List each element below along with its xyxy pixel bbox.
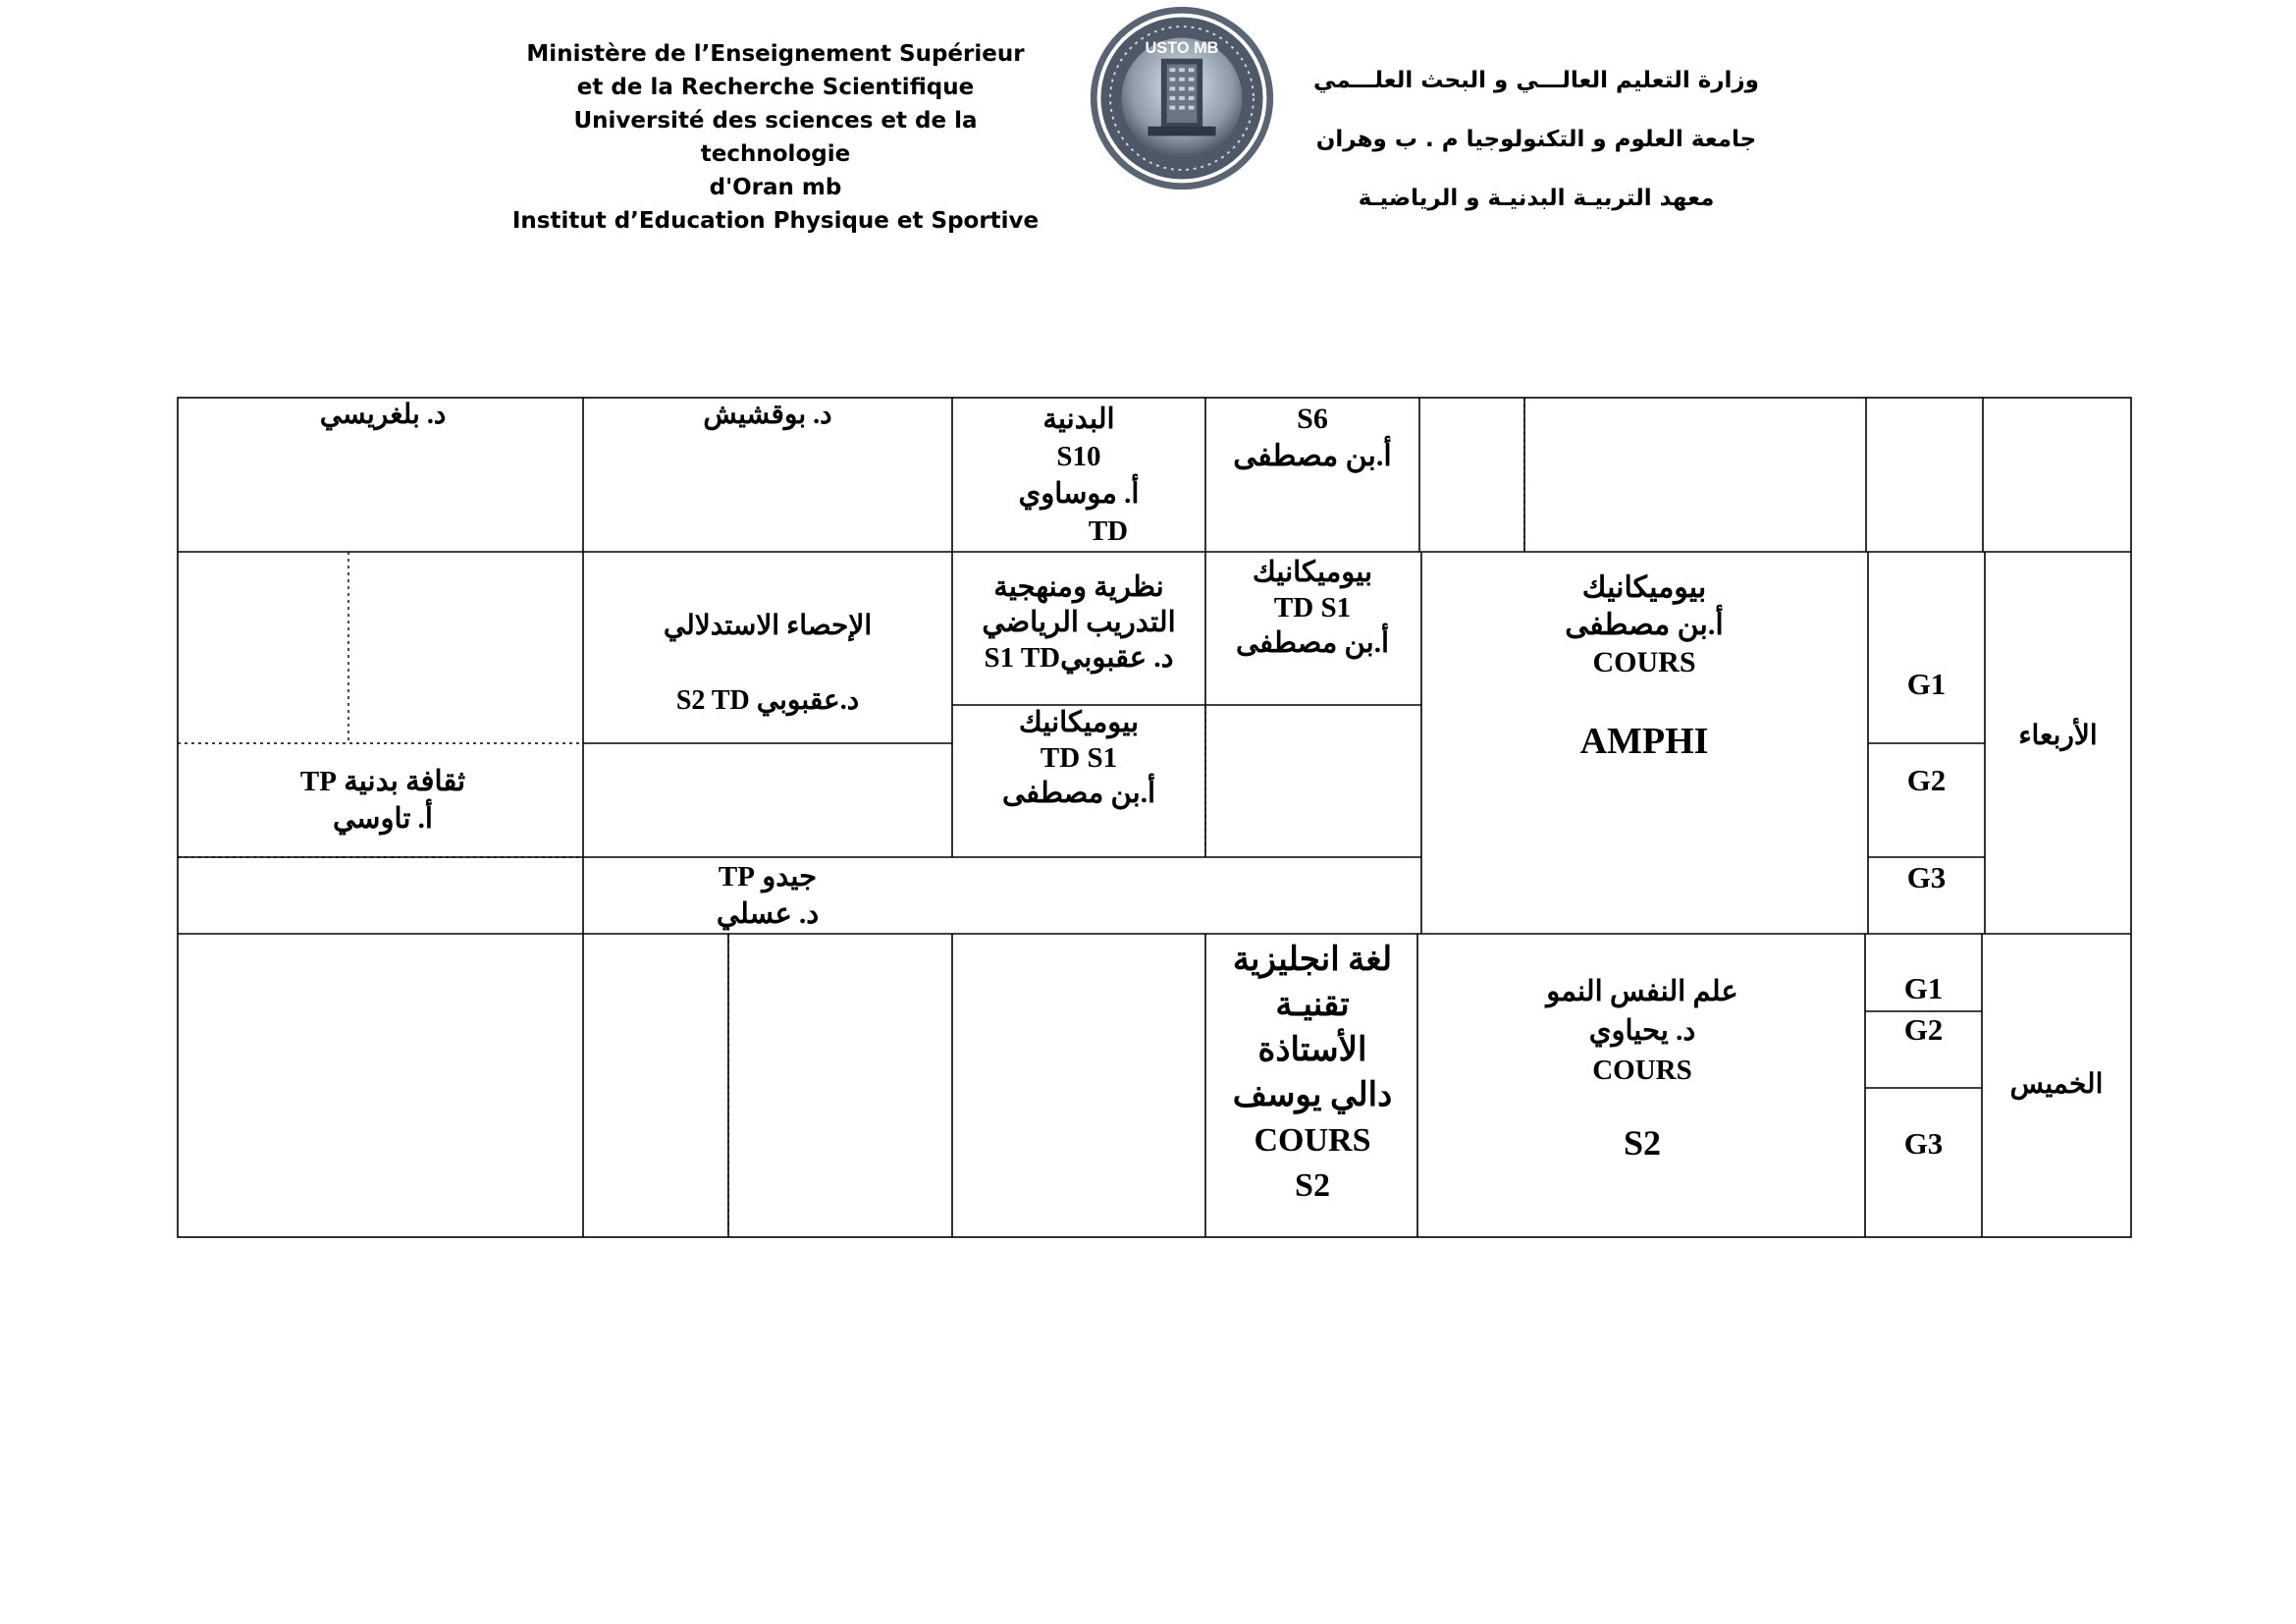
wed-training-theory-teacher: S1 TDد. عقبوبي — [984, 642, 1174, 674]
wed-training-theory-l2: التدريب الرياضي — [982, 607, 1176, 638]
logo-text: USTO MB — [1145, 38, 1219, 57]
wed-biomechanics-cours — [1425, 569, 1863, 681]
wed-inferential-stats — [589, 589, 946, 738]
thu-english-level: S2 — [1295, 1167, 1330, 1204]
top-row-level-s6: S6 — [1297, 403, 1328, 435]
day-thursday: الخميس — [2009, 1069, 2104, 1100]
top-row-teacher-benmostefa: أ.بن مصطفى — [1233, 440, 1392, 472]
wed-judo-tp — [589, 858, 946, 933]
top-row-td: TD — [1088, 515, 1129, 547]
wed-biomech-td-g2-level: TD S1 — [1040, 742, 1118, 774]
wed-biomech-td-g2-teacher: أ.بن مصطفى — [1001, 778, 1156, 809]
university-ar: جامعة العلوم و التكنولوجيا م . ب وهران — [1315, 127, 1757, 152]
institute-ar: معهد التربيـة البدنيـة و الرياضيـة — [1358, 186, 1715, 211]
wed-biomech-cours: COURS — [1592, 646, 1696, 678]
top-row-teacher-moussaoui: أ. موساوي — [1018, 478, 1140, 510]
thu-group-g1: G1 — [1903, 971, 1944, 1005]
university-fr-line2: d'Oran mb — [709, 175, 842, 200]
ministry-fr-line1: Ministère de l’Enseignement Supérieur — [526, 41, 1025, 67]
institute-fr: Institut d’Education Physique et Sportive — [511, 208, 1040, 234]
wed-biomech-td-g2 — [958, 705, 1200, 811]
top-row-physical-label: البدنية — [1042, 404, 1115, 435]
thu-psych-level: S2 — [1623, 1123, 1662, 1163]
wed-biomech-td-g2-label: بيوميكانيك — [1018, 707, 1140, 738]
wed-biomech-td-g1-teacher: أ.بن مصطفى — [1235, 627, 1390, 659]
header-arabic — [1306, 51, 1767, 228]
thu-english-cours: COURS — [1254, 1122, 1371, 1159]
wed-stats-teacher: S2 TD د.عقبوبي — [675, 685, 860, 716]
wed-training-theory — [958, 569, 1200, 676]
top-row-level-s10: S10 — [1056, 441, 1101, 472]
top-row-physical-s10 — [958, 401, 1200, 550]
thu-english-technical: تقنيـة — [1275, 987, 1350, 1023]
thu-psych-cours: COURS — [1592, 1055, 1692, 1086]
ministry-ar: وزارة التعليم العالـــي و البحث العلـــمي — [1313, 68, 1759, 93]
wed-culture-teacher: أ. تاوسي — [333, 803, 433, 835]
wed-judo-label: جيدو TP — [718, 861, 818, 893]
thu-developmental-psychology — [1421, 972, 1863, 1090]
wed-group-g1: G1 — [1906, 667, 1947, 701]
thu-group-g2: G2 — [1903, 1012, 1944, 1047]
wed-judo-teacher: د. عسلي — [716, 898, 820, 930]
header-french — [510, 37, 1041, 238]
wed-training-theory-l1: نظرية ومنهجية — [993, 571, 1164, 603]
wed-group-g2: G2 — [1906, 763, 1947, 797]
university-seal-icon — [1088, 4, 1276, 192]
thu-psych-teacher: د. يحياوي — [1588, 1015, 1696, 1047]
thu-psych-label: علم النفس النمو — [1546, 976, 1738, 1007]
top-row-teacher-belghrissi: د. بلغريسي — [319, 400, 447, 430]
wed-stats-label: الإحصاء الاستدلالي — [663, 611, 873, 641]
top-row-teacher-bouguechich: د. بوقشيش — [703, 400, 832, 430]
wed-group-g3: G3 — [1906, 860, 1947, 894]
thu-group-g3: G3 — [1903, 1126, 1944, 1161]
wed-biomech-td-g1 — [1209, 555, 1415, 661]
thu-technical-english — [1209, 938, 1415, 1209]
wed-culture-label: ثقافة بدنية TP — [299, 766, 466, 797]
university-fr-line1: Université des sciences et de la technologie — [573, 108, 978, 167]
thu-english-title: الأستاذة — [1257, 1032, 1367, 1068]
day-wednesday: الأربعاء — [2018, 721, 2098, 751]
thu-english-label: لغة انجليزية — [1232, 942, 1393, 978]
wed-biomech-teacher: أ.بن مصطفى — [1565, 609, 1724, 641]
wed-amphi: AMPHI — [1579, 721, 1709, 762]
wed-biomech-td-g1-level: TD S1 — [1273, 592, 1352, 623]
thu-english-teacher: دالي يوسف — [1232, 1077, 1393, 1113]
wed-biomech-label: بيوميكانيك — [1581, 571, 1707, 604]
wed-physical-culture-tp — [196, 763, 569, 838]
top-row-s6 — [1209, 401, 1415, 475]
wed-biomech-td-g1-label: بيوميكانيك — [1252, 557, 1373, 588]
ministry-fr-line2: et de la Recherche Scientifique — [576, 75, 975, 100]
